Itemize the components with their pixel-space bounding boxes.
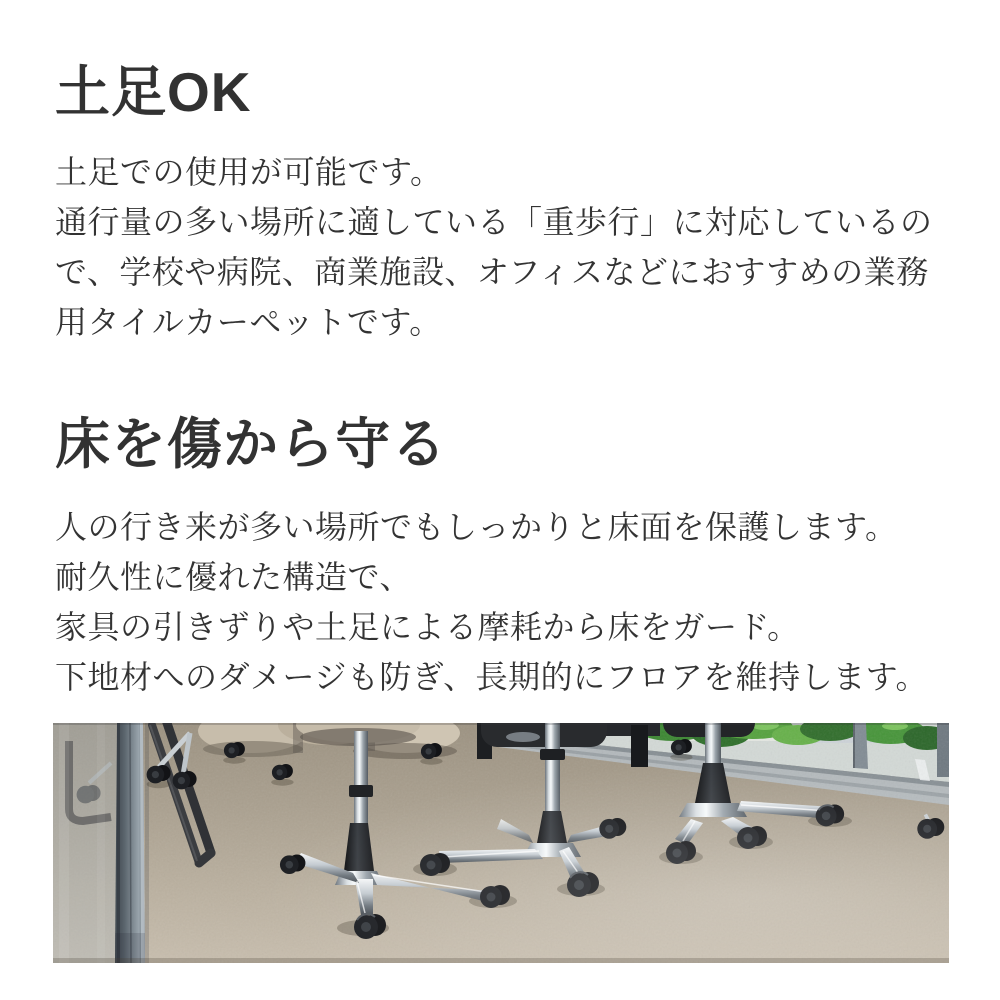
body-text-line: 用タイルカーペットです。 <box>55 304 442 340</box>
photo-bottom-edge <box>53 958 949 963</box>
body-text-line: 下地材へのダメージも防ぎ、長期的にフロアを維持します。 <box>55 659 929 695</box>
body-text-line: 耐久性に優れた構造で、 <box>55 559 412 595</box>
office-scene-illustration <box>53 723 949 963</box>
section-shoes-ok <box>55 62 252 124</box>
section-shoes-ok-body <box>55 147 933 347</box>
sunlight-overlay <box>53 723 949 963</box>
section-protect-floor <box>55 414 447 476</box>
section-heading-protect-floor: 床を傷から守る <box>55 413 448 475</box>
body-text-line: 土足での使用が可能です。 <box>55 154 443 190</box>
section-protect-floor-body <box>55 502 928 702</box>
body-text-line: 人の行き来が多い場所でもしっかりと床面を保護します。 <box>55 509 898 545</box>
office-carpet-photo <box>53 723 949 963</box>
photo-top-edge <box>53 723 949 725</box>
body-text-line: 家具の引きずりや土足による摩耗から床をガード。 <box>55 609 800 645</box>
body-text-line: 通行量の多い場所に適している「重歩行」に対応しているの <box>55 204 933 240</box>
body-text-line: で、学校や病院、商業施設、オフィスなどにおすすめの業務 <box>55 254 929 290</box>
section-heading-shoes-ok: 土足OK <box>55 61 252 123</box>
